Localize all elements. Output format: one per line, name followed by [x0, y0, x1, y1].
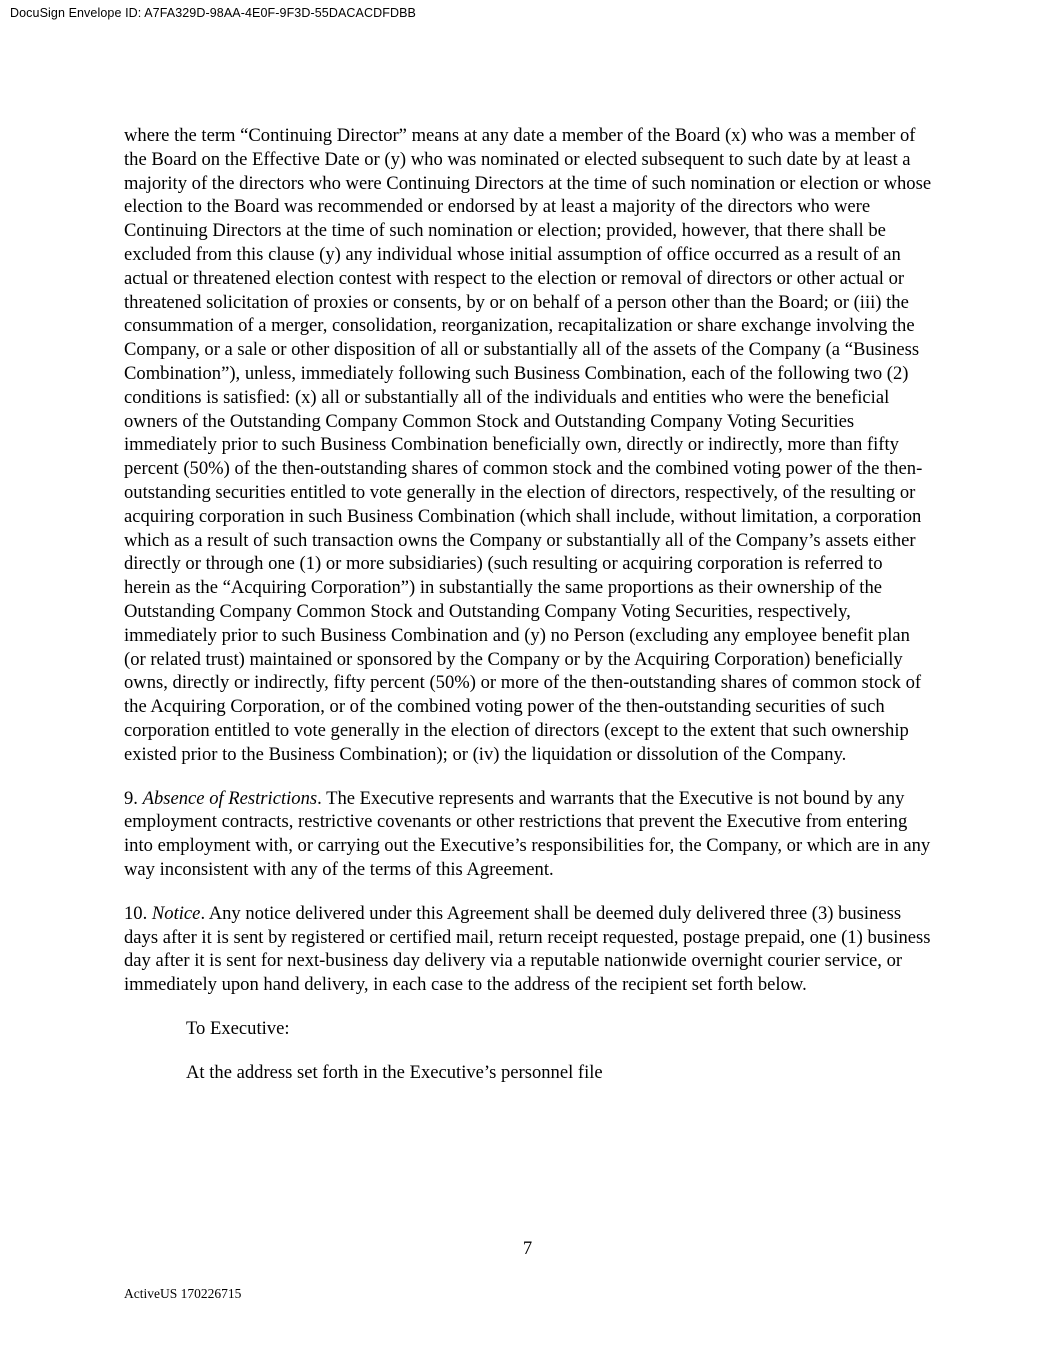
section-10-notice — [124, 902, 932, 997]
section-10-text: . Any notice delivered under this Agreement shall be deemed duly delivered three (3) business days after it is sent by registered or certified mail, return receipt requested, postage prepaid, one (1) business day after it is sent for next-business day delivery via a reputable nationwide overnight courier service, or immediately upon hand delivery, in each case to the address of the recipient set forth below. — [124, 902, 931, 996]
docusign-envelope-id: DocuSign Envelope ID: A7FA329D-98AA-4E0F-9F3D-55DACACDFDBB — [10, 6, 416, 20]
section-10-title: Notice — [151, 902, 201, 924]
page-number: 7 — [522, 1238, 533, 1259]
executive-address-line: At the address set forth in the Executive’s personnel file — [186, 1061, 603, 1083]
section-9-text: . The Executive represents and warrants that the Executive is not bound by any employment contracts, restrictive covenants or other restrictions that prevent the Executive from entering into employment with, or carrying out the Executive’s responsibilities for, the Company, or which are in any way inconsistent with any of the terms of this Agreement. — [124, 787, 931, 880]
document-body — [124, 124, 932, 1104]
continuing-director-paragraph: where the term “Continuing Director” means at any date a member of the Board (x) who was a member of the Board on the Effective Date or (y) who was nominated or elected subsequent to such date by at least a majority of the directors who were Continuing Directors at the time of such nomination or election or whose election to the Board was recommended or endorsed by at least a majority of the directors who were Continuing Directors at the time of such nomination or election; provided, however, that there shall be excluded from this clause (y) any individual whose initial assumption of office occurred as a result of an actual or threatened election contest with respect to the election or removal of directors or other actual or threatened solicitation of proxies or consents, by or on behalf of a person other than the Board; or (iii) the consummation of a merger, consolidation, reorganization, recapitalization or share exchange involving the Company, or a sale or other disposition of all or substantially all of the assets of the Company (a “Business Combination”), unless, immediately following such Business Combination, each of the following two (2) conditions is satisfied: (x) all or substantially all of the individuals and entities who were the beneficial owners of the Outstanding Company Common Stock and Outstanding Company Voting Securities immediately prior to such Business Combination beneficially own, directly or indirectly, more than fifty percent (50%) of the then-outstanding shares of common stock and the combined voting power of the then-outstanding securities entitled to vote generally in the election of directors, respectively, of the resulting or acquiring corporation in such Business Combination (which shall include, without limitation, a corporation which as a result of such transaction owns the Company or substantially all of the Company’s assets either directly or through one (1) or more subsidiaries) (such resulting or acquiring corporation is referred to herein as the “Acquiring Corporation”) in substantially the same proportions as their ownership of the Outstanding Company Common Stock and Outstanding Company Voting Securities, respectively, immediately prior to such Business Combination and (y) no Person (excluding any employee benefit plan (or related trust) maintained or sponsored by the Company or by the Acquiring Corporation) beneficially owns, directly or indirectly, fifty percent (50%) or more of the then-outstanding shares of common stock of the Acquiring Corporation, or of the combined voting power of the then-outstanding securities of such corporation entitled to vote generally in the election of directors (except to the extent that such ownership existed prior to the Business Combination); or (iv) the liquidation or dissolution of the Company. — [124, 125, 932, 765]
section-9-absence-of-restrictions — [124, 787, 932, 882]
footer-document-id: ActiveUS 170226715 — [124, 1286, 242, 1301]
section-9-number: 9. — [124, 787, 143, 809]
to-executive-label: To Executive: — [186, 1017, 290, 1039]
section-9-title: Absence of Restrictions — [142, 787, 318, 809]
section-10-number: 10. — [124, 902, 152, 924]
